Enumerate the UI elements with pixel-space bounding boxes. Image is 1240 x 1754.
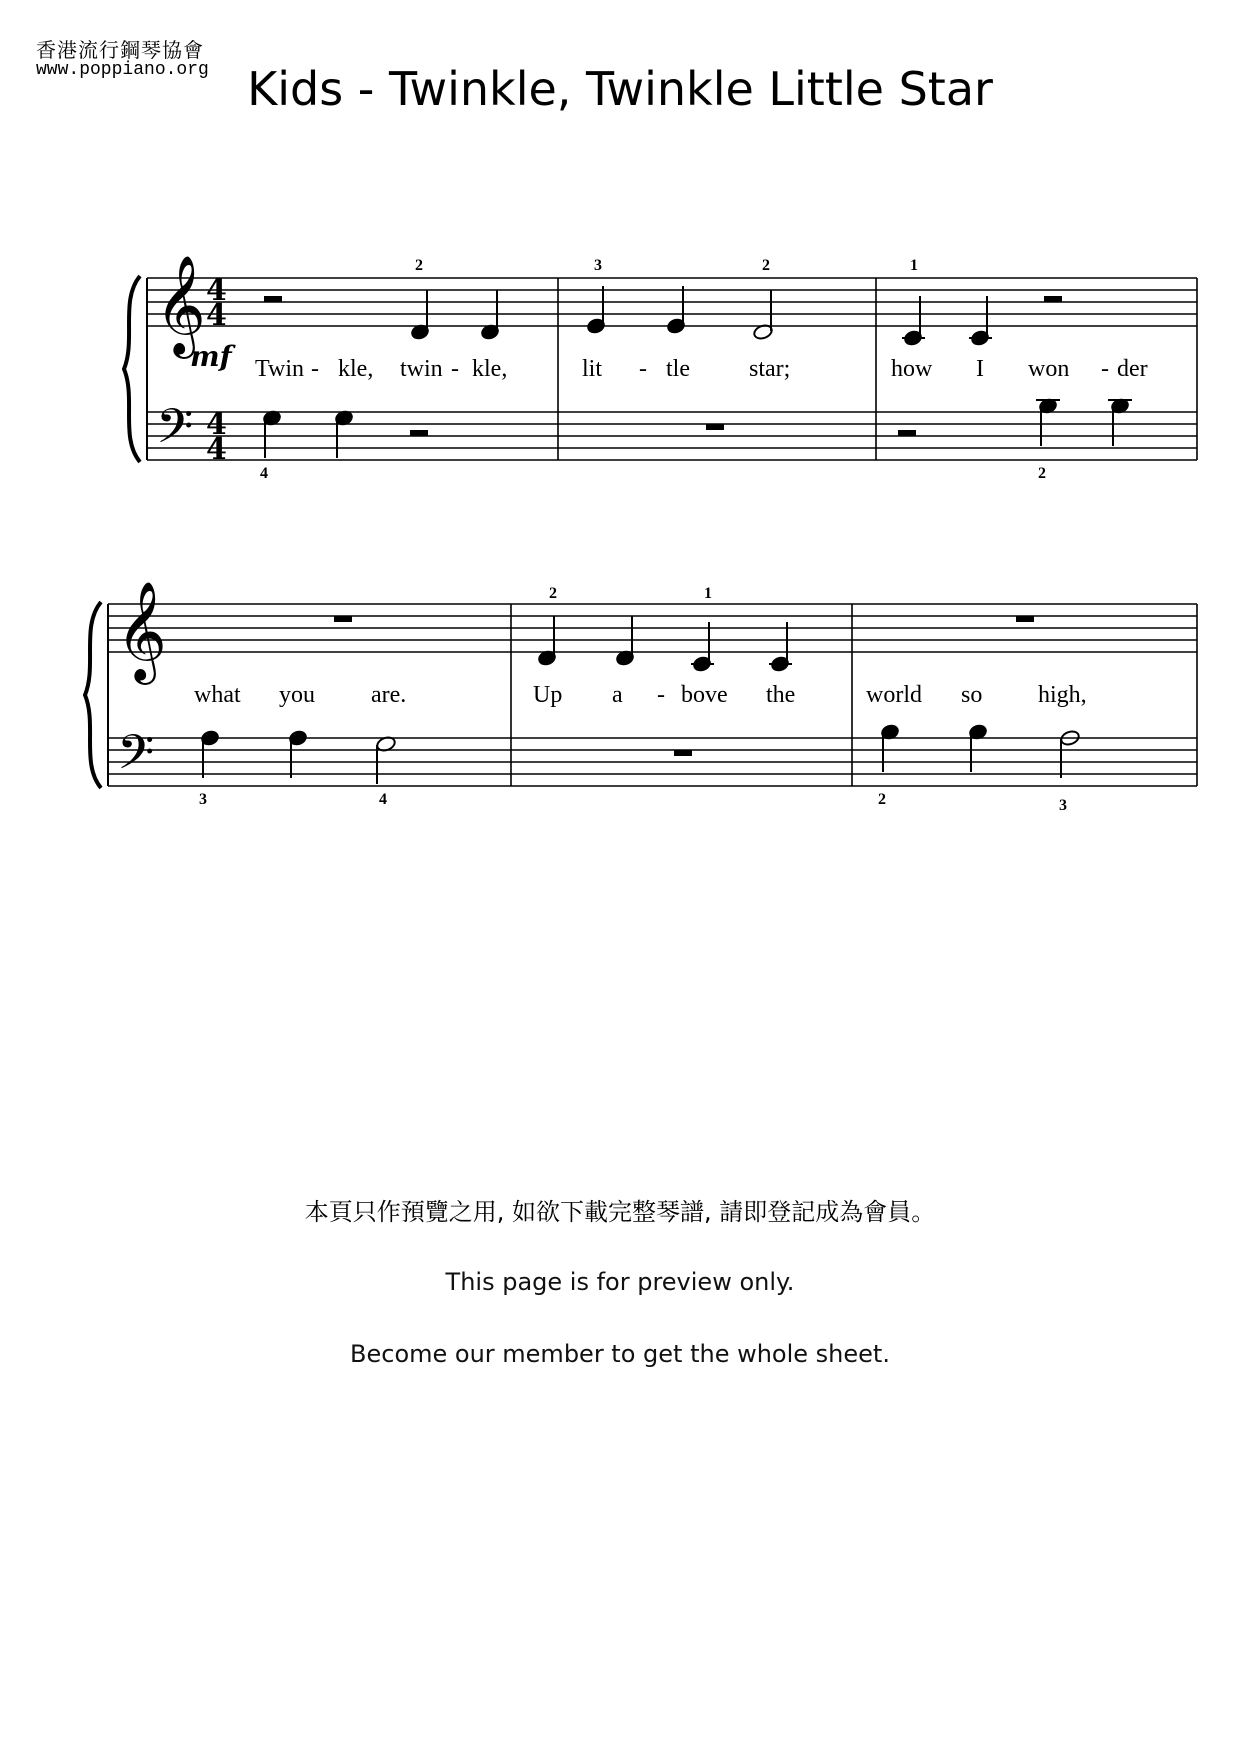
half-note [375, 735, 396, 784]
fingering: 3 [594, 257, 602, 274]
treble-staff-2 [108, 604, 1197, 652]
lyric: - [451, 356, 459, 382]
lyric: - [657, 682, 665, 708]
lyric: a [612, 682, 623, 708]
treble-clef: 𝄞 [116, 581, 167, 681]
fingering: 3 [1059, 797, 1067, 814]
lyric: lit [582, 356, 603, 382]
lyric: the [766, 682, 796, 708]
bass-staff-2 [108, 738, 1197, 786]
half-note [1059, 729, 1080, 778]
fingering: 1 [704, 585, 712, 602]
site-name: 香港流行鋼琴協會 [36, 38, 204, 62]
lyric: how [891, 356, 933, 382]
lyric: - [639, 356, 647, 382]
note [334, 410, 353, 458]
lyric: high, [1038, 682, 1087, 708]
site-url[interactable]: www.poppiano.org [36, 60, 209, 80]
note [769, 622, 792, 672]
whole-rest [1016, 616, 1034, 622]
note [586, 286, 605, 334]
fingering: 2 [1038, 465, 1046, 482]
note [200, 730, 219, 778]
preview-notice-line1: This page is for preview only. [445, 1268, 795, 1296]
note [1036, 398, 1060, 446]
note [288, 730, 307, 778]
note [902, 296, 925, 346]
bass-clef: 𝄢 [117, 724, 155, 792]
half-rest [1044, 296, 1062, 302]
note [880, 724, 899, 772]
dynamic-marking: mf [190, 340, 232, 373]
brace [85, 602, 101, 788]
lyric: kle, [472, 356, 508, 382]
lyric: what [194, 682, 241, 708]
fingering: 2 [762, 257, 770, 274]
fingering: 2 [878, 791, 886, 808]
preview-notice-chinese: 本頁只作預覽之用, 如欲下載完整琴譜, 請即登記成為會員。 [304, 1198, 936, 1226]
treble-staff-1 [147, 278, 1197, 326]
note [1108, 398, 1132, 446]
lyric: world [866, 682, 922, 708]
brace [124, 276, 140, 462]
half-rest [410, 430, 428, 436]
bass-clef: 𝄢 [156, 398, 194, 466]
bass-staff-1 [147, 412, 1197, 460]
note [691, 622, 714, 672]
note [666, 286, 685, 334]
time-signature-bottom: 4 [206, 298, 227, 333]
lyric: kle, [338, 356, 374, 382]
fingering: 3 [199, 791, 207, 808]
time-signature-top: 4 [206, 273, 227, 308]
lyric: are. [371, 682, 407, 708]
note [410, 290, 429, 340]
note [969, 296, 992, 346]
fingering: 4 [260, 465, 268, 482]
lyric: I [976, 356, 984, 382]
lyric: won [1028, 356, 1070, 382]
page-title: Kids - Twinkle, Twinkle Little Star [247, 62, 993, 116]
whole-rest [334, 616, 352, 622]
fingering: 2 [415, 257, 423, 274]
note [615, 616, 634, 666]
lyric: so [961, 682, 983, 708]
lyric: - [311, 356, 319, 382]
lyric: Twin [255, 356, 304, 382]
lyric: twin [400, 356, 443, 382]
lyric: - [1101, 356, 1109, 382]
note [968, 724, 987, 772]
time-signature-top: 4 [206, 407, 227, 442]
note [537, 616, 556, 666]
lyric: bove [681, 682, 728, 708]
lyric: you [279, 682, 315, 708]
lyric: star; [749, 356, 791, 382]
fingering: 2 [549, 585, 557, 602]
note [262, 410, 281, 458]
lyric: der [1117, 356, 1148, 382]
treble-clef: 𝄞 [155, 255, 206, 355]
preview-notice-line2: Become our member to get the whole sheet. [350, 1340, 890, 1368]
fingering: 1 [910, 257, 918, 274]
fingering: 4 [379, 791, 387, 808]
lyric: Up [533, 682, 563, 708]
lyric: tle [666, 356, 690, 382]
half-rest [898, 430, 916, 436]
whole-rest [706, 424, 724, 430]
half-note [752, 290, 773, 341]
whole-rest [674, 750, 692, 756]
note [480, 290, 499, 340]
time-signature-bottom: 4 [206, 432, 227, 467]
system-2 [85, 602, 1197, 788]
half-rest [264, 296, 282, 302]
